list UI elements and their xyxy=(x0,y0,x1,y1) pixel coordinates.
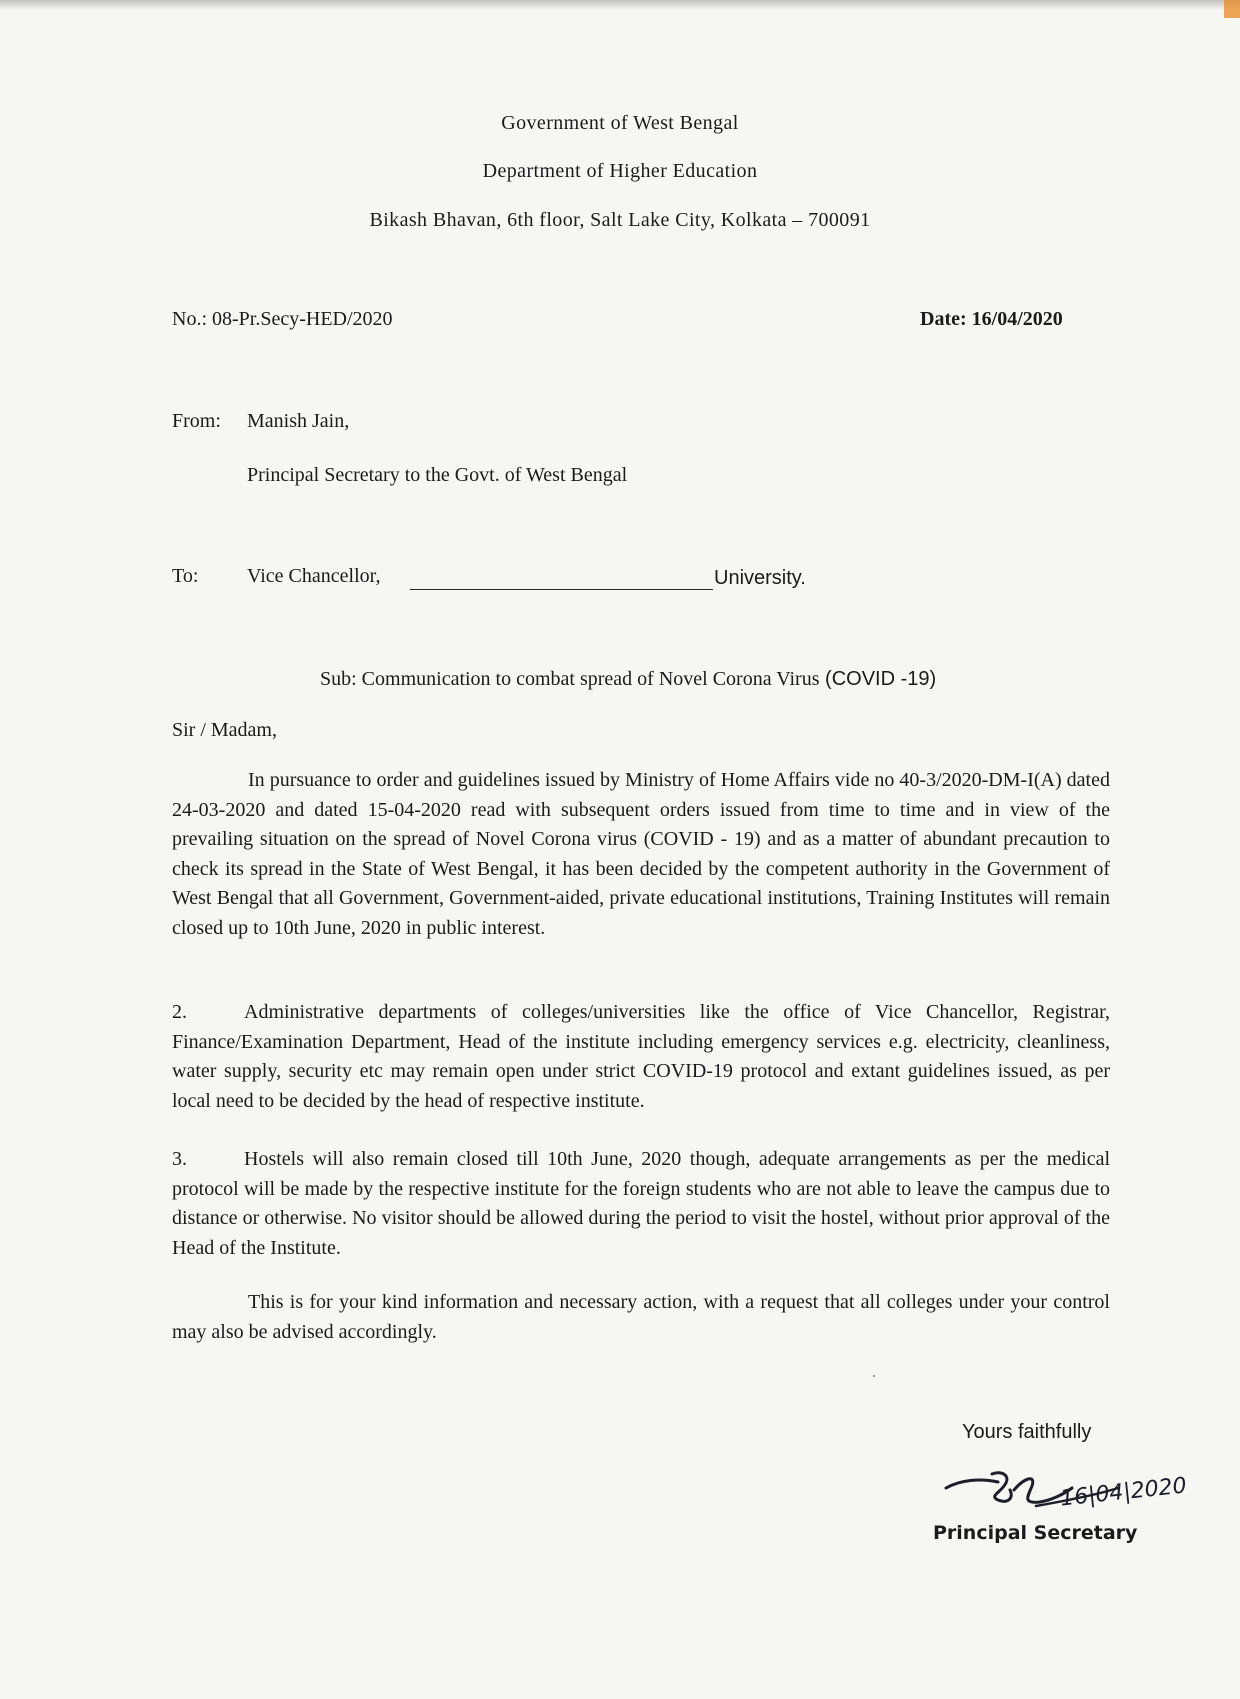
sender-name: Manish Jain, xyxy=(247,410,350,432)
paragraph-2 xyxy=(172,998,1110,1116)
paragraph-3-text: Hostels will also remain closed till 10th June, 2020 though, adequate arrangements as per the medical protocol will be made by the respective institute for the foreign students who are not able to leave the campus due to distance or otherwise. No visitor should be allowed during the period to visit the hostel, without prior approval of the Head of the Institute. xyxy=(172,1148,1110,1259)
closing-yours-faithfully: Yours faithfully xyxy=(962,1421,1092,1443)
paragraph-3-number: 3. xyxy=(172,1148,187,1170)
scan-corner-mark xyxy=(1224,0,1240,18)
paragraph-2-number: 2. xyxy=(172,1001,187,1023)
reference-number: No.: 08-Pr.Secy-HED/2020 xyxy=(172,308,393,330)
paragraph-3 xyxy=(172,1145,1110,1263)
header-address: Bikash Bhavan, 6th floor, Salt Lake City, Kolkata – 700091 xyxy=(369,209,871,231)
subject-line xyxy=(320,668,936,691)
to-label: To: xyxy=(172,565,199,587)
signatory-designation: Principal Secretary xyxy=(933,1522,1138,1544)
recipient-title: Vice Chancellor, xyxy=(247,565,381,587)
paragraph-4: This is for your kind information and necessary action, with a request that all colleges under your control may also be advised accordingly. xyxy=(172,1291,1110,1343)
paragraph-1: In pursuance to order and guidelines issued by Ministry of Home Affairs vide no 40-3/2020-DM-I(A) dated 24-03-2020 and dated 15-04-2020 read with subsequent orders issued from time to time and in view of the prevailing situation on the spread of Novel Corona virus (COVID - 19) and as a matter of abundant precaution to check its spread in the State of West Bengal, it has been decided by the competent authority in the Government of West Bengal that all Government, Government-aided, private educational institutions, Training Institutes will remain closed up to 10th June, 2020 in public interest. xyxy=(172,769,1110,939)
letter-date: Date: 16/04/2020 xyxy=(920,308,1063,330)
scan-top-edge xyxy=(0,0,1240,10)
recipient-blank-line xyxy=(410,589,713,590)
header-department: Department of Higher Education xyxy=(482,160,758,182)
salutation: Sir / Madam, xyxy=(172,719,277,741)
signature-date: 16|04|2020 xyxy=(1059,1473,1188,1512)
header-government: Government of West Bengal xyxy=(501,112,739,134)
subject-text: Sub: Communication to combat spread of Novel Corona Virus xyxy=(320,668,820,690)
paragraph-2-text: Administrative departments of colleges/universities like the office of Vice Chancellor, Registrar, Finance/Examination Department, Head of the institute including emergency services e.g. electricity, cleanliness, water supply, security etc may remain open under strict COVID-19 protocol and extant guidelines issued, as per local need to be decided by the head of respective institute. xyxy=(172,1001,1110,1112)
recipient-university-suffix: University. xyxy=(714,567,806,589)
sender-designation: Principal Secretary to the Govt. of West Bengal xyxy=(247,464,628,486)
subject-covid: (COVID -19) xyxy=(819,668,937,690)
from-label: From: xyxy=(172,410,221,432)
scan-speck xyxy=(873,1375,875,1377)
